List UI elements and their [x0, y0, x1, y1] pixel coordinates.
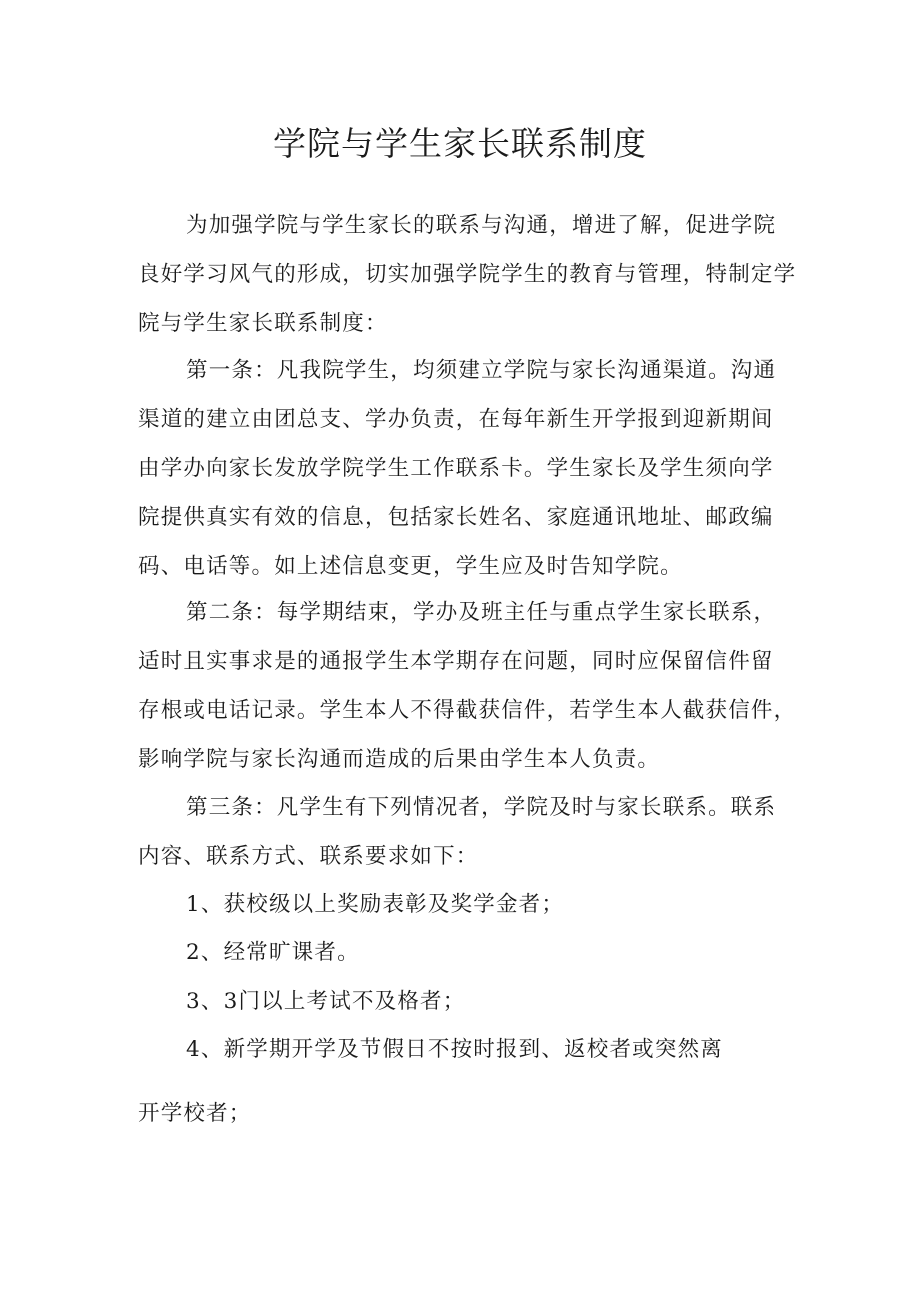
article-1-line: 码、电话等。如上述信息变更，学生应及时告知学院。	[138, 554, 683, 579]
article-1-line: 由学办向家长发放学院学生工作联系卡。学生家长及学生须向学	[138, 456, 774, 481]
article-2-line: 第二条：每学期结束，学办及班主任与重点学生家长联系，	[186, 600, 777, 625]
article-2-line: 适时且实事求是的通报学生本学期存在问题，同时应保留信件留	[138, 649, 774, 674]
article-1-line: 院提供真实有效的信息，包括家长姓名、家庭通讯地址、邮政编	[138, 505, 774, 530]
intro-paragraph	[138, 201, 797, 348]
article-2-line: 存根或电话记录。学生本人不得截获信件，若学生本人截获信件，	[138, 698, 797, 723]
article-1-line: 第一条：凡我院学生，均须建立学院与家长沟通渠道。沟通	[186, 358, 777, 383]
intro-line: 院与学生家长联系制度：	[138, 311, 388, 336]
article-1-line: 渠道的建立由团总支、学办负责，在每年新生开学报到迎新期间	[138, 407, 774, 432]
list-item: 4、新学期开学及节假日不按时报到、返校者或突然离	[186, 1037, 723, 1062]
list-item: 3、3门以上考试不及格者；	[186, 989, 466, 1014]
article-2-paragraph	[138, 588, 797, 784]
intro-line: 良好学习风气的形成，切实加强学院学生的教育与管理，特制定学	[138, 262, 797, 287]
document-title: 学院与学生家长联系制度	[273, 124, 647, 163]
list-item: 1、获校级以上奖励表彰及奖学金者；	[186, 892, 565, 917]
article-3-paragraph	[138, 783, 790, 881]
list-item-continuation: 开学校者；	[138, 1101, 252, 1126]
list-item: 2、经常旷课者。	[186, 940, 360, 965]
article-1-paragraph	[138, 346, 790, 591]
intro-line: 为加强学院与学生家长的联系与沟通，增进了解，促进学院	[186, 213, 777, 238]
article-3-line: 第三条：凡学生有下列情况者，学院及时与家长联系。联系	[186, 795, 777, 820]
article-3-line: 内容、联系方式、联系要求如下：	[138, 844, 479, 869]
article-2-line: 影响学院与家长沟通而造成的后果由学生本人负责。	[138, 747, 661, 772]
